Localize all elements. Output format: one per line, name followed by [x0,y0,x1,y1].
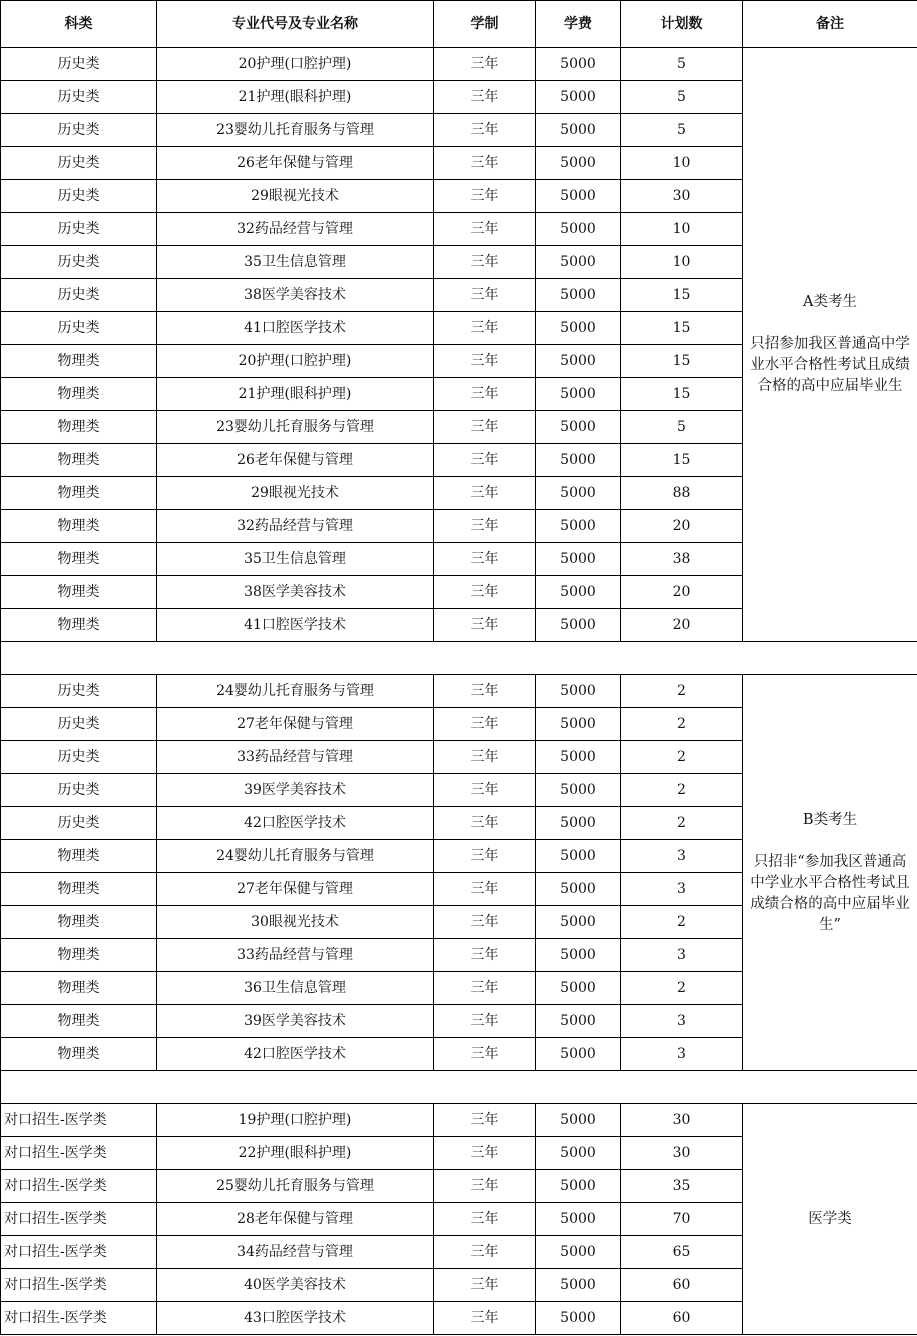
major-cell: 28老年保健与管理 [157,1203,434,1236]
duration-cell: 三年 [434,906,536,939]
tuition-cell: 5000 [536,1038,621,1071]
tuition-cell: 5000 [536,840,621,873]
tuition-cell: 5000 [536,510,621,543]
category-cell: 物理类 [1,543,157,576]
plan-count-cell: 3 [621,1038,743,1071]
major-cell: 27老年保健与管理 [157,873,434,906]
duration-cell: 三年 [434,180,536,213]
tuition-cell: 5000 [536,444,621,477]
major-cell: 20护理(口腔护理) [157,345,434,378]
plan-count-cell: 2 [621,675,743,708]
tuition-cell: 5000 [536,1137,621,1170]
tuition-cell: 5000 [536,873,621,906]
tuition-cell: 5000 [536,939,621,972]
tuition-cell: 5000 [536,972,621,1005]
duration-cell: 三年 [434,444,536,477]
category-cell: 历史类 [1,180,157,213]
plan-count-cell: 2 [621,708,743,741]
duration-cell: 三年 [434,246,536,279]
plan-count-cell: 30 [621,180,743,213]
duration-cell: 三年 [434,1137,536,1170]
major-cell: 32药品经营与管理 [157,510,434,543]
major-cell: 30眼视光技术 [157,906,434,939]
duration-cell: 三年 [434,741,536,774]
tuition-cell: 5000 [536,1269,621,1302]
plan-count-cell: 3 [621,873,743,906]
duration-cell: 三年 [434,345,536,378]
category-cell: 物理类 [1,939,157,972]
category-cell: 历史类 [1,147,157,180]
tuition-cell: 5000 [536,1104,621,1137]
category-cell: 历史类 [1,708,157,741]
major-cell: 29眼视光技术 [157,477,434,510]
category-cell: 历史类 [1,213,157,246]
duration-cell: 三年 [434,81,536,114]
plan-count-cell: 5 [621,81,743,114]
category-cell: 历史类 [1,675,157,708]
duration-cell: 三年 [434,1170,536,1203]
duration-cell: 三年 [434,708,536,741]
table-row [1,1104,917,1137]
table-row [1,48,917,81]
category-cell: 历史类 [1,741,157,774]
major-cell: 21护理(眼科护理) [157,81,434,114]
major-cell: 36卫生信息管理 [157,972,434,1005]
tuition-cell: 5000 [536,807,621,840]
major-cell: 25婴幼儿托育服务与管理 [157,1170,434,1203]
plan-count-cell: 88 [621,477,743,510]
plan-count-cell: 15 [621,312,743,345]
category-cell: 物理类 [1,477,157,510]
category-cell: 对口招生-医学类 [1,1302,157,1335]
major-cell: 41口腔医学技术 [157,312,434,345]
major-cell: 24婴幼儿托育服务与管理 [157,840,434,873]
major-cell: 24婴幼儿托育服务与管理 [157,675,434,708]
separator-cell [1,642,917,675]
tuition-cell: 5000 [536,180,621,213]
tuition-cell: 5000 [536,741,621,774]
major-cell: 26老年保健与管理 [157,444,434,477]
separator-cell [1,1071,917,1104]
category-cell: 历史类 [1,48,157,81]
major-cell: 27老年保健与管理 [157,708,434,741]
major-cell: 21护理(眼科护理) [157,378,434,411]
major-cell: 33药品经营与管理 [157,939,434,972]
category-cell: 对口招生-医学类 [1,1236,157,1269]
category-cell: 历史类 [1,774,157,807]
major-cell: 39医学美容技术 [157,774,434,807]
header-category: 科类 [1,1,157,48]
duration-cell: 三年 [434,1302,536,1335]
category-cell: 物理类 [1,444,157,477]
major-cell: 23婴幼儿托育服务与管理 [157,411,434,444]
plan-count-cell: 3 [621,939,743,972]
plan-count-cell: 2 [621,774,743,807]
duration-cell: 三年 [434,939,536,972]
category-cell: 历史类 [1,81,157,114]
category-cell: 历史类 [1,114,157,147]
plan-count-cell: 3 [621,1005,743,1038]
header-row [1,1,917,48]
plan-count-cell: 30 [621,1104,743,1137]
header-tuition: 学费 [536,1,621,48]
plan-count-cell: 38 [621,543,743,576]
category-cell: 物理类 [1,972,157,1005]
major-cell: 38医学美容技术 [157,279,434,312]
tuition-cell: 5000 [536,1236,621,1269]
tuition-cell: 5000 [536,1203,621,1236]
plan-count-cell: 65 [621,1236,743,1269]
tuition-cell: 5000 [536,312,621,345]
category-cell: 历史类 [1,246,157,279]
duration-cell: 三年 [434,279,536,312]
major-cell: 42口腔医学技术 [157,807,434,840]
major-cell: 33药品经营与管理 [157,741,434,774]
category-cell: 物理类 [1,1038,157,1071]
category-cell: 物理类 [1,1005,157,1038]
plan-count-cell: 20 [621,609,743,642]
tuition-cell: 5000 [536,1302,621,1335]
duration-cell: 三年 [434,114,536,147]
plan-count-cell: 10 [621,213,743,246]
plan-count-cell: 3 [621,840,743,873]
category-cell: 物理类 [1,609,157,642]
category-cell: 物理类 [1,840,157,873]
note-title: 医学类 [808,1210,852,1227]
header-notes: 备注 [743,1,917,48]
plan-count-cell: 2 [621,972,743,1005]
tuition-cell: 5000 [536,477,621,510]
tuition-cell: 5000 [536,609,621,642]
tuition-cell: 5000 [536,576,621,609]
header-duration: 学制 [434,1,536,48]
tuition-cell: 5000 [536,675,621,708]
category-cell: 物理类 [1,510,157,543]
tuition-cell: 5000 [536,1170,621,1203]
major-cell: 23婴幼儿托育服务与管理 [157,114,434,147]
tuition-cell: 5000 [536,774,621,807]
tuition-cell: 5000 [536,906,621,939]
tuition-cell: 5000 [536,48,621,81]
duration-cell: 三年 [434,873,536,906]
major-cell: 42口腔医学技术 [157,1038,434,1071]
tuition-cell: 5000 [536,81,621,114]
tuition-cell: 5000 [536,345,621,378]
plan-count-cell: 15 [621,345,743,378]
duration-cell: 三年 [434,1236,536,1269]
notes-cell [743,1104,917,1335]
major-cell: 26老年保健与管理 [157,147,434,180]
category-cell: 对口招生-医学类 [1,1137,157,1170]
tuition-cell: 5000 [536,246,621,279]
plan-count-cell: 10 [621,246,743,279]
duration-cell: 三年 [434,1203,536,1236]
duration-cell: 三年 [434,48,536,81]
duration-cell: 三年 [434,147,536,180]
duration-cell: 三年 [434,1005,536,1038]
plan-count-cell: 20 [621,510,743,543]
notes-cell [743,675,917,1071]
tuition-cell: 5000 [536,378,621,411]
plan-count-cell: 15 [621,444,743,477]
major-cell: 29眼视光技术 [157,180,434,213]
major-cell: 32药品经营与管理 [157,213,434,246]
duration-cell: 三年 [434,213,536,246]
plan-count-cell: 60 [621,1302,743,1335]
tuition-cell: 5000 [536,147,621,180]
duration-cell: 三年 [434,807,536,840]
note-body: 只招非“参加我区普通高中学业水平合格性考试且成绩合格的高中应届毕业生” [750,853,910,933]
notes-cell [743,48,917,642]
category-cell: 对口招生-医学类 [1,1269,157,1302]
plan-count-cell: 30 [621,1137,743,1170]
category-cell: 对口招生-医学类 [1,1203,157,1236]
tuition-cell: 5000 [536,543,621,576]
plan-count-cell: 2 [621,807,743,840]
category-cell: 历史类 [1,312,157,345]
plan-count-cell: 60 [621,1269,743,1302]
major-cell: 22护理(眼科护理) [157,1137,434,1170]
duration-cell: 三年 [434,312,536,345]
tuition-cell: 5000 [536,213,621,246]
plan-count-cell: 5 [621,114,743,147]
duration-cell: 三年 [434,774,536,807]
tuition-cell: 5000 [536,411,621,444]
plan-count-cell: 70 [621,1203,743,1236]
major-cell: 35卫生信息管理 [157,246,434,279]
plan-count-cell: 35 [621,1170,743,1203]
duration-cell: 三年 [434,543,536,576]
plan-count-cell: 15 [621,279,743,312]
duration-cell: 三年 [434,411,536,444]
note-body: 只招参加我区普通高中学业水平合格性考试且成绩合格的高中应届毕业生 [750,336,910,394]
major-cell: 43口腔医学技术 [157,1302,434,1335]
major-cell: 40医学美容技术 [157,1269,434,1302]
category-cell: 对口招生-医学类 [1,1170,157,1203]
duration-cell: 三年 [434,576,536,609]
plan-count-cell: 2 [621,741,743,774]
major-cell: 34药品经营与管理 [157,1236,434,1269]
plan-count-cell: 2 [621,906,743,939]
category-cell: 对口招生-医学类 [1,1104,157,1137]
group-separator-row [1,642,917,675]
plan-count-cell: 5 [621,48,743,81]
plan-count-cell: 20 [621,576,743,609]
category-cell: 物理类 [1,906,157,939]
duration-cell: 三年 [434,1038,536,1071]
category-cell: 物理类 [1,378,157,411]
plan-count-cell: 15 [621,378,743,411]
duration-cell: 三年 [434,510,536,543]
major-cell: 41口腔医学技术 [157,609,434,642]
duration-cell: 三年 [434,609,536,642]
tuition-cell: 5000 [536,1005,621,1038]
duration-cell: 三年 [434,675,536,708]
duration-cell: 三年 [434,972,536,1005]
table-row [1,675,917,708]
header-plan-count: 计划数 [621,1,743,48]
duration-cell: 三年 [434,840,536,873]
category-cell: 物理类 [1,873,157,906]
major-cell: 38医学美容技术 [157,576,434,609]
tuition-cell: 5000 [536,114,621,147]
plan-count-cell: 10 [621,147,743,180]
category-cell: 历史类 [1,807,157,840]
group-separator-row [1,1071,917,1104]
duration-cell: 三年 [434,1104,536,1137]
major-cell: 19护理(口腔护理) [157,1104,434,1137]
category-cell: 物理类 [1,345,157,378]
major-cell: 20护理(口腔护理) [157,48,434,81]
note-title: B类考生 [802,811,858,828]
plan-count-cell: 5 [621,411,743,444]
note-title: A类考生 [803,294,857,310]
category-cell: 物理类 [1,411,157,444]
header-major: 专业代号及专业名称 [157,1,434,48]
category-cell: 物理类 [1,576,157,609]
major-cell: 35卫生信息管理 [157,543,434,576]
tuition-cell: 5000 [536,708,621,741]
tuition-cell: 5000 [536,279,621,312]
duration-cell: 三年 [434,477,536,510]
duration-cell: 三年 [434,1269,536,1302]
major-cell: 39医学美容技术 [157,1005,434,1038]
duration-cell: 三年 [434,378,536,411]
category-cell: 历史类 [1,279,157,312]
